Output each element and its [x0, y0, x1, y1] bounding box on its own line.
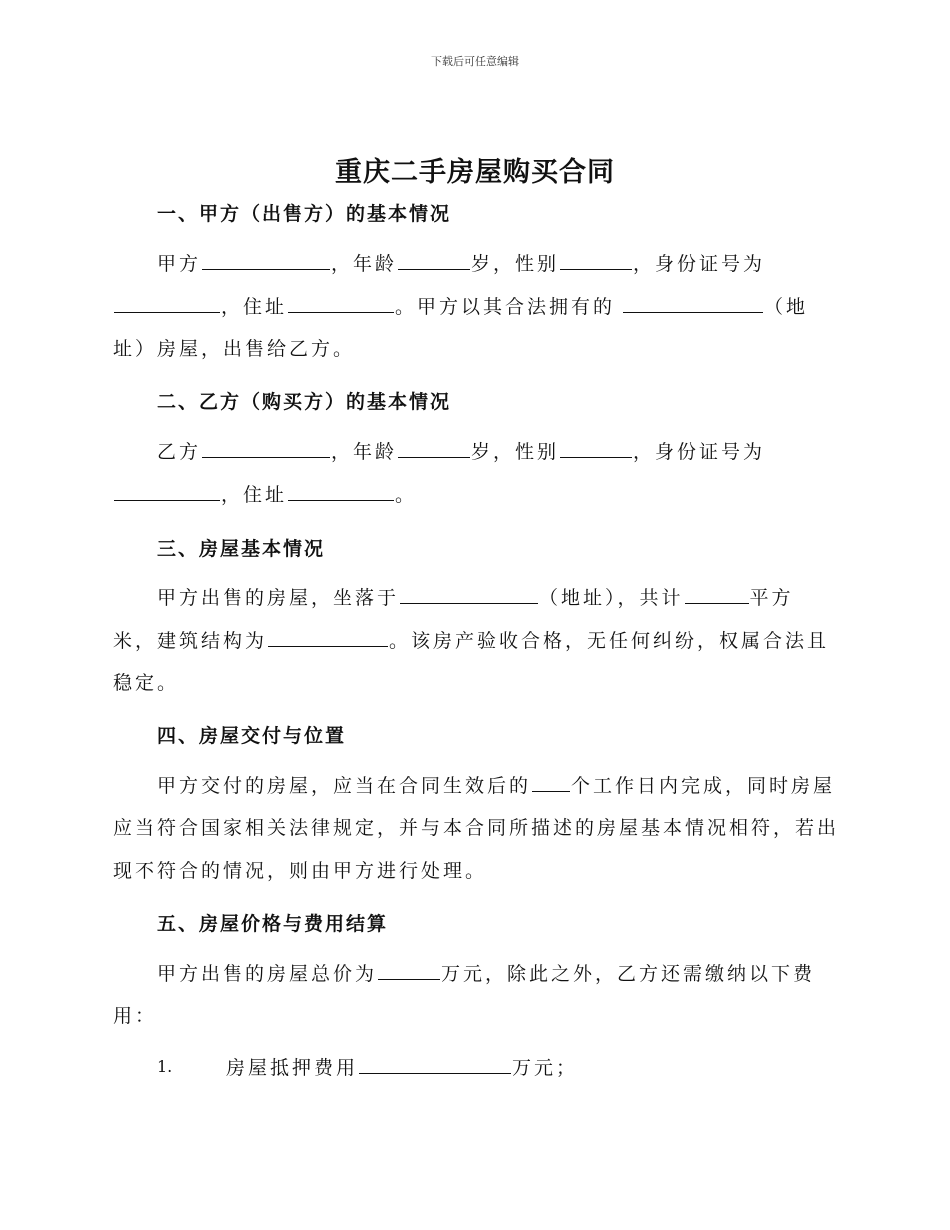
text: 个工作日内完成，同时房屋: [571, 775, 836, 797]
list-item-1: [226, 1055, 578, 1080]
blank-field-location[interactable]: [400, 585, 538, 604]
section-2-line-2: [113, 482, 417, 507]
section-1-heading: 一、甲方（出售方）的基本情况: [157, 203, 452, 225]
text: 平方: [749, 587, 794, 609]
text: 甲方: [157, 253, 202, 275]
text: 甲方出售的房屋，坐落于: [157, 587, 400, 609]
blank-field-name[interactable]: [202, 439, 330, 458]
blank-field-id[interactable]: [114, 482, 220, 501]
blank-field-address[interactable]: [288, 482, 394, 501]
header-note: 下载后可任意编辑: [431, 55, 519, 68]
text: ，年龄: [331, 253, 398, 275]
blank-field-area[interactable]: [685, 585, 749, 604]
blank-field-age[interactable]: [398, 251, 470, 270]
blank-field-price[interactable]: [378, 961, 440, 980]
blank-field-structure[interactable]: [268, 628, 388, 647]
text: 房屋抵押费用: [226, 1057, 359, 1079]
blank-field-property-address[interactable]: [623, 294, 763, 313]
section-2-line-1: [157, 439, 765, 464]
blank-field-name[interactable]: [202, 251, 330, 270]
section-3-line-2: [113, 628, 829, 653]
section-2-heading: 二、乙方（购买方）的基本情况: [157, 391, 452, 413]
text: 万元；: [512, 1057, 579, 1079]
section-4-line-2: 应当符合国家相关法律规定，并与本合同所描述的房屋基本情况相符，若出: [113, 817, 840, 839]
text: 乙方: [157, 441, 202, 463]
blank-field-days[interactable]: [532, 773, 570, 792]
text: ，住址: [221, 484, 288, 506]
list-item-number: 1.: [157, 1057, 173, 1076]
text: 岁，性别: [471, 441, 560, 463]
text: ，年龄: [331, 441, 398, 463]
blank-field-gender[interactable]: [560, 251, 632, 270]
text: 。该房产验收合格，无任何纠纷，权属合法且: [389, 630, 830, 652]
blank-field-age[interactable]: [398, 439, 470, 458]
text: ，身份证号为: [633, 441, 766, 463]
section-5-line-2: 用：: [113, 1005, 158, 1027]
document-title: 重庆二手房屋购买合同: [335, 157, 615, 188]
blank-field-address[interactable]: [288, 294, 394, 313]
text: 。甲方以其合法拥有的: [395, 296, 616, 318]
text: （地: [764, 296, 809, 318]
text: 甲方出售的房屋总价为: [157, 963, 378, 985]
text: ，身份证号为: [633, 253, 766, 275]
section-5-heading: 五、房屋价格与费用结算: [157, 913, 389, 935]
blank-field-gender[interactable]: [560, 439, 632, 458]
section-3-heading: 三、房屋基本情况: [157, 538, 326, 560]
blank-field-mortgage-fee[interactable]: [359, 1055, 511, 1074]
text: （地址），共计: [539, 587, 684, 609]
section-3-line-3: 稳定。: [113, 672, 180, 694]
text: 米，建筑结构为: [113, 630, 268, 652]
section-4-line-1: [157, 773, 835, 798]
text: 甲方交付的房屋，应当在合同生效后的: [157, 775, 532, 797]
text: 。: [395, 484, 418, 506]
section-1-line-2: [113, 294, 808, 319]
section-1-line-3: 址）房屋，出售给乙方。: [113, 338, 356, 360]
section-4-heading: 四、房屋交付与位置: [157, 725, 347, 747]
blank-field-id[interactable]: [114, 294, 220, 313]
text: 岁，性别: [471, 253, 560, 275]
section-1-line-1: [157, 251, 765, 276]
section-3-line-1: [157, 585, 794, 610]
text: ，住址: [221, 296, 288, 318]
text: 万元，除此之外，乙方还需缴纳以下费: [441, 963, 816, 985]
section-5-line-1: [157, 961, 815, 986]
section-4-line-3: 现不符合的情况，则由甲方进行处理。: [113, 860, 488, 882]
